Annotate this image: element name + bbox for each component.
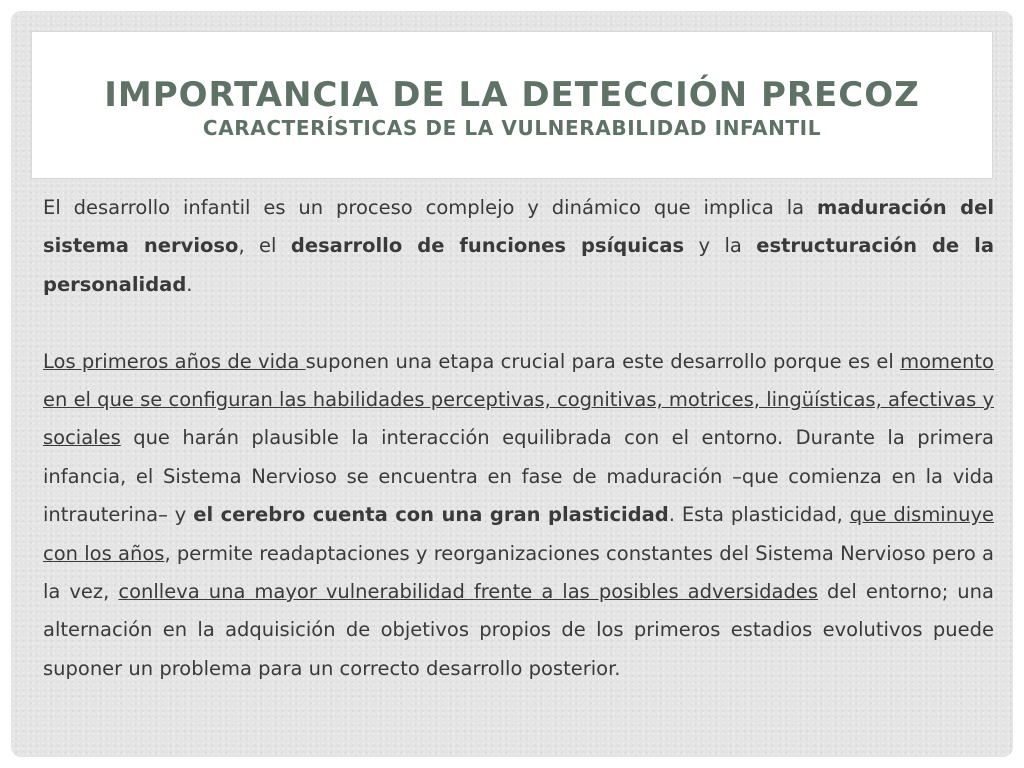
p1-text-1: El desarrollo infantil es un proceso complejo y dinámico que implica la: [43, 196, 818, 219]
p1-text-3: y la: [684, 234, 757, 258]
p2-underline-primeros-anos: Los primeros años de vida: [43, 349, 306, 373]
p1-text-2: , el: [238, 234, 291, 258]
p2-underline-habilidades: momento en el que se configuran las habilidades perceptivas, cognitivas, motrices, lingüísticas, afectivas y sociales: [43, 349, 994, 450]
p1-text-4: .: [186, 272, 193, 296]
slide: [11, 11, 1013, 757]
p2-text-4: , permite readaptaciones y reorganizaciones constantes del Sistema Nervioso pero a la vez,: [43, 541, 994, 604]
p2-text-5: del entorno; una alternación en la adquisición de objetivos propios de los primeros estadios evolutivos puede suponer un problema para un correcto desarrollo posterior.: [43, 580, 994, 680]
title-box: [31, 31, 993, 179]
slide-body: [43, 189, 994, 688]
p1-bold-funciones: desarrollo de funciones psíquicas: [290, 234, 685, 258]
p1-bold-maduracion: maduración del sistema nervioso: [43, 196, 994, 258]
p2-text-2: que harán plausible la interacción equilibrada con el entorno. Durante la primera infancia, el Sistema Nervioso se encuentra en fase de maduración –que comienza en la vida intrauterina– y: [43, 426, 994, 527]
p2-underline-disminuye: que disminuye con los años: [43, 503, 994, 565]
p2-text-3: . Esta plasticidad,: [668, 503, 850, 527]
p2-underline-vulnerabilidad: conlleva una mayor vulnerabilidad frente a las posibles adversidades: [118, 580, 818, 604]
p2-bold-plasticidad: el cerebro cuenta con una gran plasticidad: [193, 503, 669, 527]
p2-text-1: suponen una etapa crucial para este desarrollo porque es el: [305, 349, 901, 373]
p1-bold-personalidad: estructuración de la personalidad: [43, 234, 995, 296]
slide-title: IMPORTANCIA DE LA DETECCIÓN PRECOZ: [104, 75, 920, 115]
slide-subtitle: CARACTERÍSTICAS DE LA VULNERABILIDAD INFANTIL: [202, 116, 822, 140]
paragraph-early-years: [43, 343, 994, 689]
paragraph-development: [43, 189, 994, 304]
